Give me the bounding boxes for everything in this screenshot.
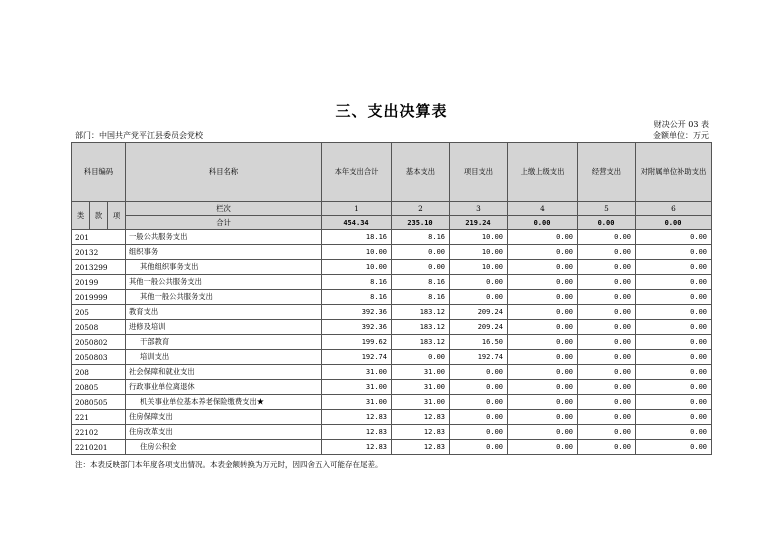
total-label: 合计 bbox=[126, 216, 322, 230]
amount-cell: 199.62 bbox=[322, 335, 392, 350]
amount-cell: 0.00 bbox=[450, 365, 508, 380]
amount-cell: 0.00 bbox=[636, 290, 712, 305]
amount-cell: 0.00 bbox=[578, 335, 636, 350]
amount-cell: 0.00 bbox=[636, 320, 712, 335]
amount-cell: 0.00 bbox=[636, 275, 712, 290]
header-kuan: 款 bbox=[90, 202, 108, 230]
col-index-4: 4 bbox=[508, 202, 578, 216]
amount-cell: 0.00 bbox=[508, 335, 578, 350]
subject-code: 20132 bbox=[72, 245, 126, 260]
amount-cell: 8.16 bbox=[322, 275, 392, 290]
total-value: 0.00 bbox=[636, 216, 712, 230]
amount-cell: 8.16 bbox=[322, 290, 392, 305]
amount-cell: 12.83 bbox=[322, 440, 392, 455]
amount-cell: 0.00 bbox=[450, 275, 508, 290]
amount-cell: 0.00 bbox=[450, 395, 508, 410]
amount-cell: 0.00 bbox=[578, 245, 636, 260]
subject-code: 20508 bbox=[72, 320, 126, 335]
subject-code: 2050802 bbox=[72, 335, 126, 350]
amount-cell: 0.00 bbox=[450, 290, 508, 305]
amount-cell: 0.00 bbox=[578, 305, 636, 320]
amount-cell: 8.16 bbox=[392, 230, 450, 245]
amount-cell: 209.24 bbox=[450, 320, 508, 335]
amount-cell: 0.00 bbox=[392, 350, 450, 365]
subject-name: 机关事业单位基本养老保险缴费支出★ bbox=[126, 395, 322, 410]
amount-cell: 10.00 bbox=[450, 230, 508, 245]
header-code: 科目编码 bbox=[72, 143, 126, 202]
subject-code: 2019999 bbox=[72, 290, 126, 305]
amount-cell: 0.00 bbox=[636, 305, 712, 320]
subject-code: 208 bbox=[72, 365, 126, 380]
amount-cell: 183.12 bbox=[392, 305, 450, 320]
amount-cell: 0.00 bbox=[578, 425, 636, 440]
unit-label: 金额单位：万元 bbox=[653, 131, 709, 140]
subject-name: 干部教育 bbox=[126, 335, 322, 350]
amount-cell: 0.00 bbox=[578, 350, 636, 365]
amount-cell: 0.00 bbox=[508, 230, 578, 245]
amount-cell: 31.00 bbox=[392, 380, 450, 395]
column-index-row bbox=[72, 202, 712, 216]
amount-cell: 0.00 bbox=[508, 410, 578, 425]
amount-cell: 0.00 bbox=[508, 245, 578, 260]
amount-cell: 0.00 bbox=[508, 320, 578, 335]
subject-code: 22102 bbox=[72, 425, 126, 440]
total-value: 454.34 bbox=[322, 216, 392, 230]
amount-cell: 0.00 bbox=[578, 320, 636, 335]
subject-code: 20199 bbox=[72, 275, 126, 290]
footnote: 注：本表反映部门本年度各项支出情况。本表金额转换为万元时，因四舍五入可能存在尾差。 bbox=[75, 460, 383, 469]
amount-cell: 0.00 bbox=[636, 365, 712, 380]
amount-cell: 0.00 bbox=[392, 245, 450, 260]
table-row bbox=[72, 320, 712, 335]
expenditure-table bbox=[71, 142, 712, 455]
amount-cell: 0.00 bbox=[508, 350, 578, 365]
amount-cell: 12.83 bbox=[392, 440, 450, 455]
amount-cell: 0.00 bbox=[578, 440, 636, 455]
amount-cell: 0.00 bbox=[636, 260, 712, 275]
amount-cell: 0.00 bbox=[450, 425, 508, 440]
amount-cell: 192.74 bbox=[322, 350, 392, 365]
amount-cell: 0.00 bbox=[636, 380, 712, 395]
amount-cell: 0.00 bbox=[508, 380, 578, 395]
subject-name: 社会保障和就业支出 bbox=[126, 365, 322, 380]
table-row bbox=[72, 380, 712, 395]
header-total: 本年支出合计 bbox=[322, 143, 392, 202]
subject-code: 2210201 bbox=[72, 440, 126, 455]
header-lei: 类 bbox=[72, 202, 90, 230]
subject-name: 行政事业单位离退休 bbox=[126, 380, 322, 395]
table-row bbox=[72, 230, 712, 245]
table-row bbox=[72, 245, 712, 260]
amount-cell: 183.12 bbox=[392, 320, 450, 335]
header-basic: 基本支出 bbox=[392, 143, 450, 202]
amount-cell: 31.00 bbox=[322, 365, 392, 380]
table-row bbox=[72, 425, 712, 440]
table-row bbox=[72, 365, 712, 380]
amount-cell: 0.00 bbox=[578, 380, 636, 395]
total-value: 219.24 bbox=[450, 216, 508, 230]
amount-cell: 31.00 bbox=[392, 395, 450, 410]
amount-cell: 0.00 bbox=[636, 425, 712, 440]
subject-name: 其他组织事务支出 bbox=[126, 260, 322, 275]
amount-cell: 0.00 bbox=[578, 410, 636, 425]
amount-cell: 12.83 bbox=[392, 425, 450, 440]
total-value: 0.00 bbox=[508, 216, 578, 230]
table-row bbox=[72, 440, 712, 455]
amount-cell: 0.00 bbox=[636, 230, 712, 245]
header-upper: 上缴上级支出 bbox=[508, 143, 578, 202]
subject-code: 2080505 bbox=[72, 395, 126, 410]
amount-cell: 0.00 bbox=[508, 260, 578, 275]
amount-cell: 0.00 bbox=[450, 440, 508, 455]
amount-cell: 12.83 bbox=[322, 410, 392, 425]
subject-name: 教育支出 bbox=[126, 305, 322, 320]
total-row bbox=[72, 216, 712, 230]
header-xiang: 项 bbox=[108, 202, 126, 230]
amount-cell: 392.36 bbox=[322, 320, 392, 335]
total-value: 0.00 bbox=[578, 216, 636, 230]
subject-name: 培训支出 bbox=[126, 350, 322, 365]
amount-cell: 10.00 bbox=[450, 245, 508, 260]
table-row bbox=[72, 290, 712, 305]
table-row bbox=[72, 260, 712, 275]
subject-name: 其他一般公共服务支出 bbox=[126, 290, 322, 305]
form-number: 财决公开 03 表 bbox=[653, 120, 709, 129]
table-row bbox=[72, 275, 712, 290]
subject-name: 其他一般公共服务支出 bbox=[126, 275, 322, 290]
amount-cell: 0.00 bbox=[578, 260, 636, 275]
table-row bbox=[72, 350, 712, 365]
amount-cell: 10.00 bbox=[450, 260, 508, 275]
page-title: 三、支出决算表 bbox=[335, 102, 448, 120]
col-index-6: 6 bbox=[636, 202, 712, 216]
amount-cell: 18.16 bbox=[322, 230, 392, 245]
amount-cell: 31.00 bbox=[322, 395, 392, 410]
amount-cell: 0.00 bbox=[636, 410, 712, 425]
amount-cell: 10.00 bbox=[322, 260, 392, 275]
amount-cell: 12.83 bbox=[392, 410, 450, 425]
subject-code: 2013299 bbox=[72, 260, 126, 275]
table-row bbox=[72, 335, 712, 350]
amount-cell: 0.00 bbox=[508, 440, 578, 455]
amount-cell: 16.50 bbox=[450, 335, 508, 350]
amount-cell: 0.00 bbox=[636, 440, 712, 455]
col-index-1: 1 bbox=[322, 202, 392, 216]
amount-cell: 0.00 bbox=[636, 395, 712, 410]
header-project: 项目支出 bbox=[450, 143, 508, 202]
amount-cell: 0.00 bbox=[578, 365, 636, 380]
col-index-2: 2 bbox=[392, 202, 450, 216]
amount-cell: 0.00 bbox=[508, 395, 578, 410]
amount-cell: 0.00 bbox=[508, 365, 578, 380]
amount-cell: 0.00 bbox=[636, 335, 712, 350]
table-row bbox=[72, 305, 712, 320]
department-label: 部门：中国共产党平江县委员会党校 bbox=[75, 131, 203, 140]
amount-cell: 0.00 bbox=[636, 350, 712, 365]
amount-cell: 31.00 bbox=[322, 380, 392, 395]
amount-cell: 0.00 bbox=[578, 395, 636, 410]
amount-cell: 31.00 bbox=[392, 365, 450, 380]
subject-name: 住房公积金 bbox=[126, 440, 322, 455]
subject-name: 住房保障支出 bbox=[126, 410, 322, 425]
amount-cell: 0.00 bbox=[578, 290, 636, 305]
header-subsidy: 对附属单位补助支出 bbox=[636, 143, 712, 202]
subject-name: 住房改革支出 bbox=[126, 425, 322, 440]
subject-name: 进修及培训 bbox=[126, 320, 322, 335]
subject-code: 201 bbox=[72, 230, 126, 245]
header-row bbox=[72, 143, 712, 202]
amount-cell: 0.00 bbox=[578, 230, 636, 245]
table-row bbox=[72, 410, 712, 425]
amount-cell: 10.00 bbox=[322, 245, 392, 260]
amount-cell: 8.16 bbox=[392, 275, 450, 290]
header-lanci: 栏次 bbox=[126, 202, 322, 216]
col-index-5: 5 bbox=[578, 202, 636, 216]
amount-cell: 0.00 bbox=[508, 290, 578, 305]
amount-cell: 0.00 bbox=[508, 425, 578, 440]
table-row bbox=[72, 395, 712, 410]
amount-cell: 192.74 bbox=[450, 350, 508, 365]
amount-cell: 0.00 bbox=[508, 305, 578, 320]
amount-cell: 0.00 bbox=[392, 260, 450, 275]
amount-cell: 392.36 bbox=[322, 305, 392, 320]
amount-cell: 8.16 bbox=[392, 290, 450, 305]
header-business: 经营支出 bbox=[578, 143, 636, 202]
subject-code: 221 bbox=[72, 410, 126, 425]
amount-cell: 0.00 bbox=[450, 410, 508, 425]
col-index-3: 3 bbox=[450, 202, 508, 216]
subject-code: 205 bbox=[72, 305, 126, 320]
amount-cell: 0.00 bbox=[636, 245, 712, 260]
header-name: 科目名称 bbox=[126, 143, 322, 202]
amount-cell: 0.00 bbox=[578, 275, 636, 290]
subject-code: 20805 bbox=[72, 380, 126, 395]
amount-cell: 209.24 bbox=[450, 305, 508, 320]
subject-code: 2050803 bbox=[72, 350, 126, 365]
subject-name: 一般公共服务支出 bbox=[126, 230, 322, 245]
amount-cell: 183.12 bbox=[392, 335, 450, 350]
amount-cell: 12.83 bbox=[322, 425, 392, 440]
subject-name: 组织事务 bbox=[126, 245, 322, 260]
amount-cell: 0.00 bbox=[450, 380, 508, 395]
total-value: 235.10 bbox=[392, 216, 450, 230]
amount-cell: 0.00 bbox=[508, 275, 578, 290]
